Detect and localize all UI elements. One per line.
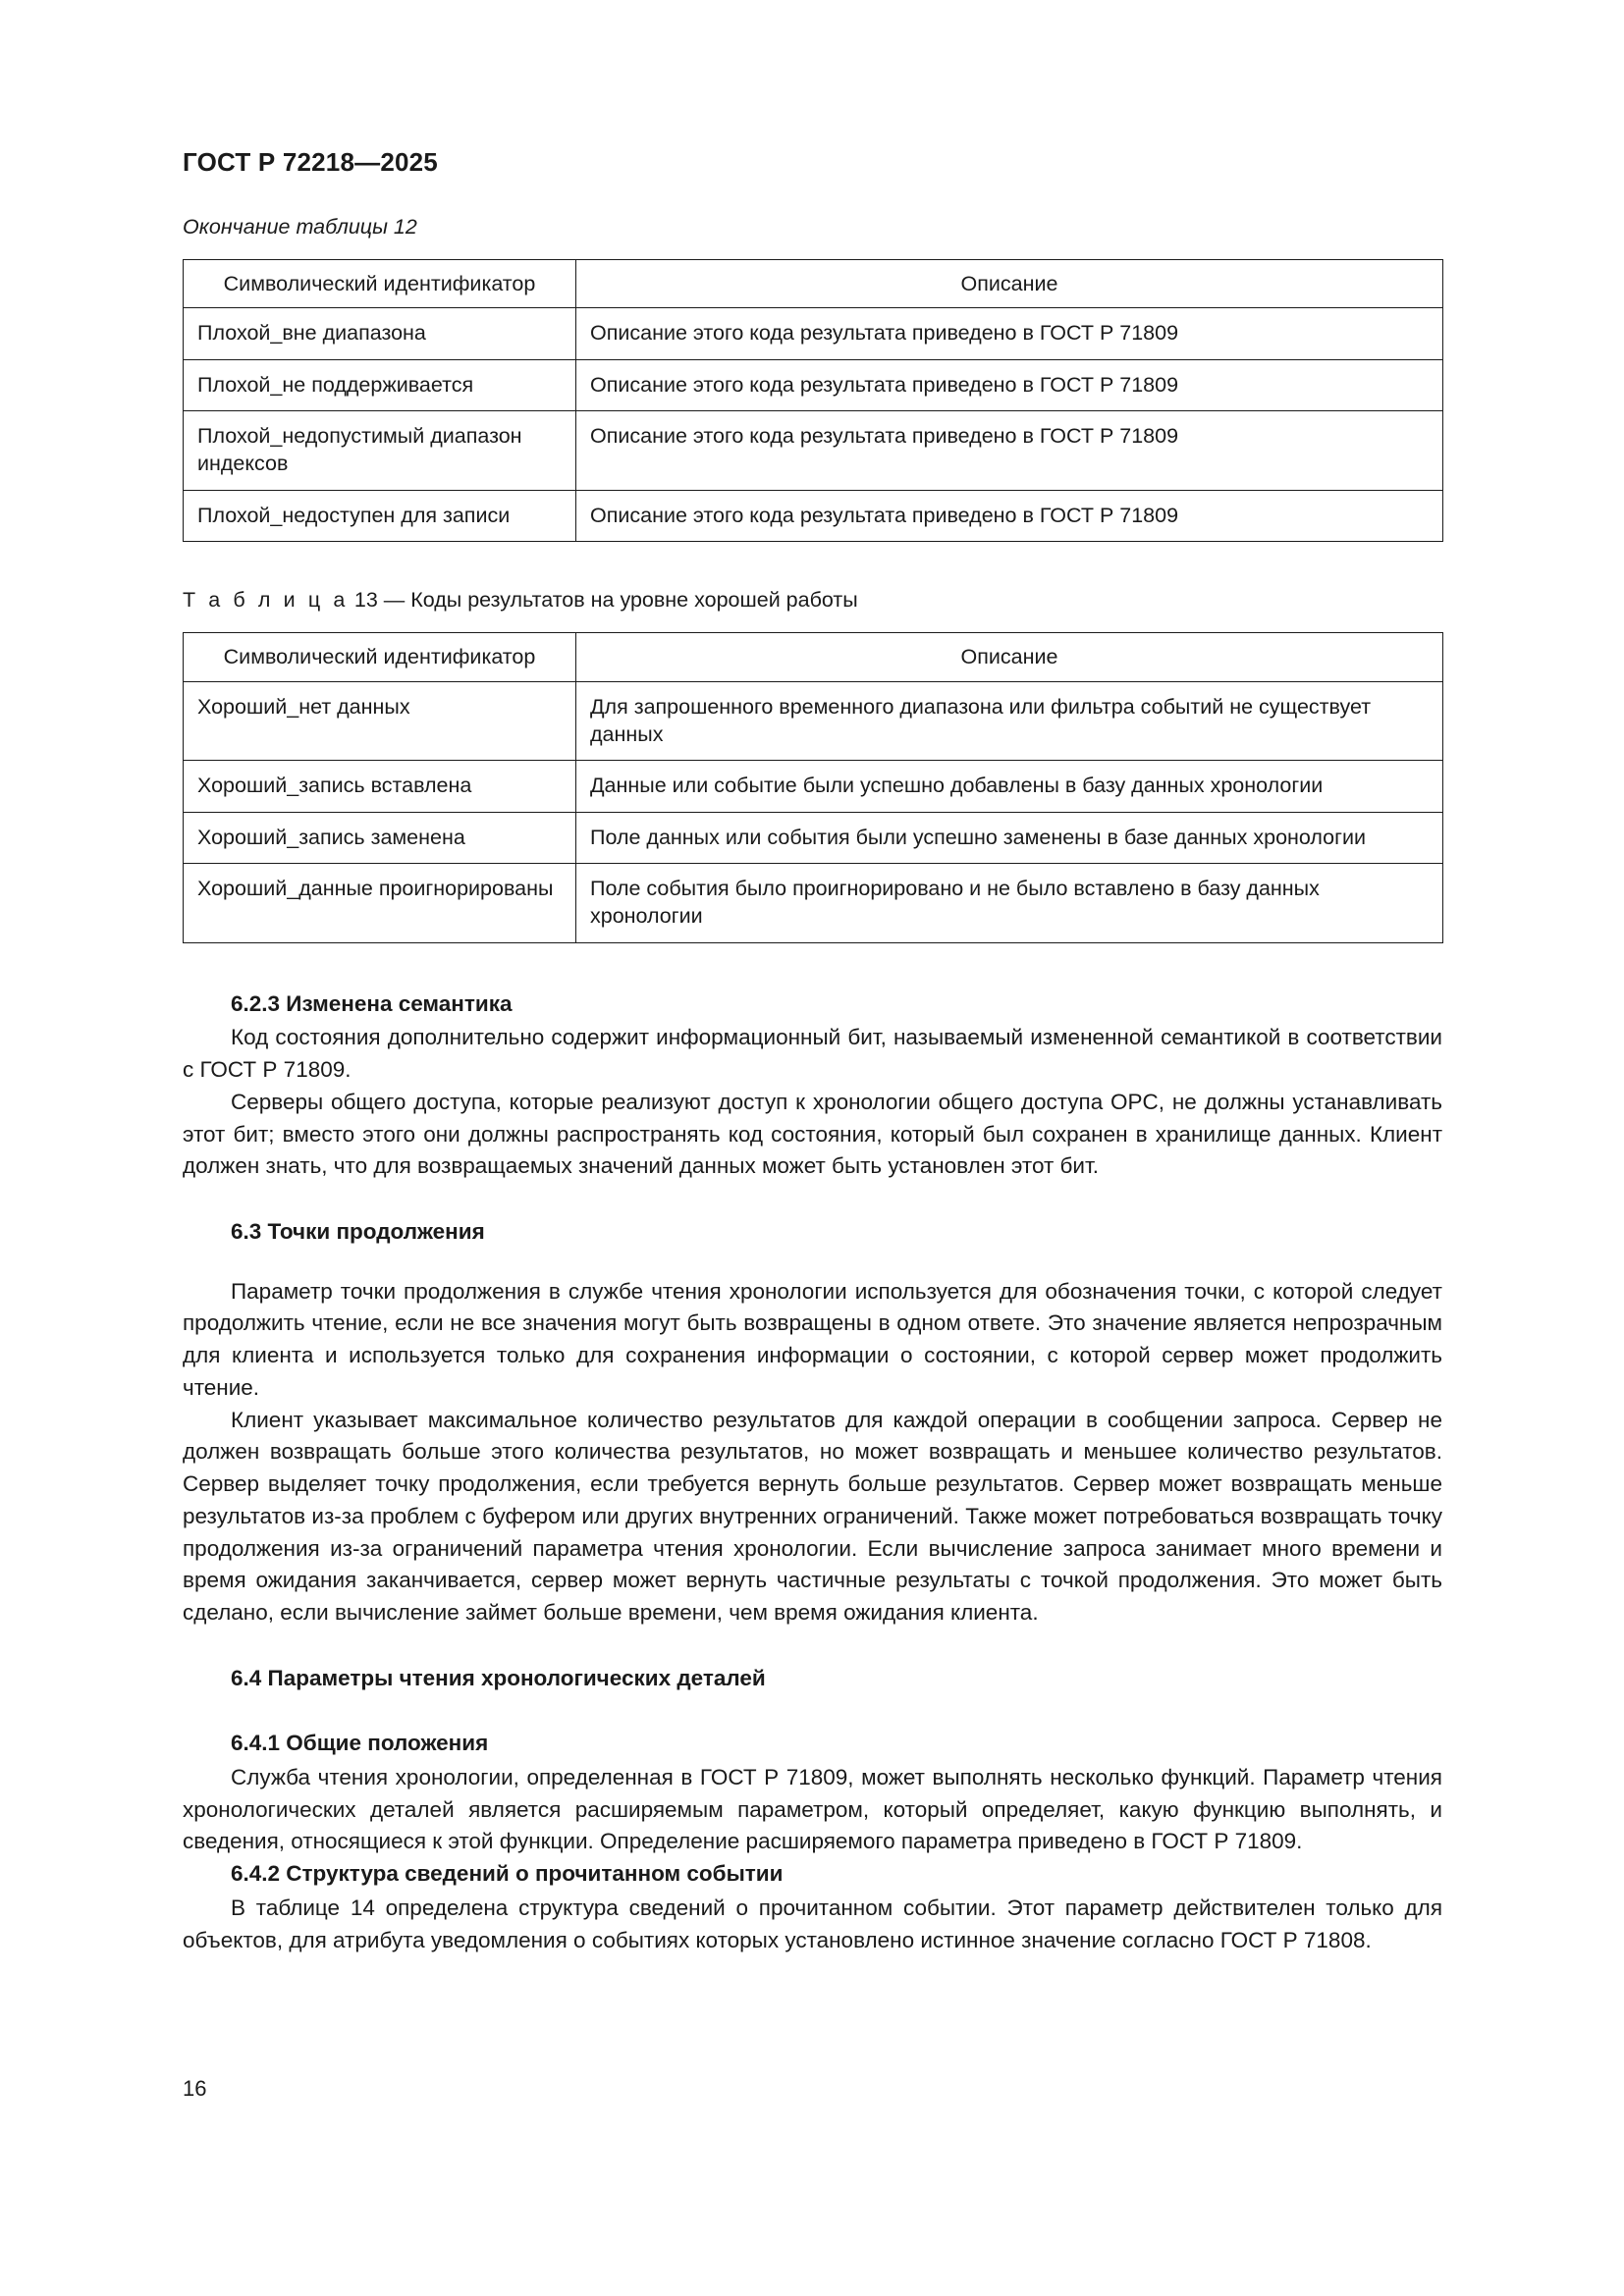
table13-cell-description: Поле события было проигнорировано и не было вставлено в базу данных хронологии	[576, 864, 1443, 943]
table-row	[184, 490, 1443, 541]
table13-cell-identifier: Хороший_запись заменена	[184, 812, 576, 863]
table12-caption: Окончание таблицы 12	[183, 215, 417, 239]
table-row	[184, 812, 1443, 863]
table-row	[184, 308, 1443, 359]
table12-cell-identifier: Плохой_недоступен для записи	[184, 490, 576, 541]
paragraph-6-4-1-1: Служба чтения хронологии, определенная в ГОСТ Р 71809, может выполнять несколько функций. Параметр чтения хронологических деталей является расширяемым параметром, который определяет, какую функцию выполнять, и сведения, относящиеся к этой функции. Определение расширяемого параметра приведено в ГОСТ Р 71809.	[183, 1765, 1442, 1854]
table12-col-header-identifier: Символический идентификатор	[184, 259, 576, 307]
table12-cell-description: Описание этого кода результата приведено в ГОСТ Р 71809	[576, 411, 1443, 491]
table13-header-row	[184, 633, 1443, 681]
table12-cell-identifier: Плохой_не поддерживается	[184, 359, 576, 410]
table13	[183, 632, 1443, 943]
table12	[183, 259, 1443, 542]
page-number: 16	[183, 2076, 207, 2101]
table-row	[184, 411, 1443, 491]
table12-col-header-description: Описание	[576, 259, 1443, 307]
table13-cell-description: Для запрошенного временного диапазона или фильтра событий не существует данных	[576, 681, 1443, 761]
page-content	[183, 214, 1442, 1956]
table12-cell-identifier: Плохой_вне диапазона	[184, 308, 576, 359]
table13-cell-identifier: Хороший_нет данных	[184, 681, 576, 761]
section-heading-6-4-2: 6.4.2 Структура сведений о прочитанном событии	[231, 1861, 784, 1887]
paragraph-6-2-3-1: Код состояния дополнительно содержит информационный бит, называемый измененной семантикой в соответствии с ГОСТ Р 71809.	[183, 1025, 1442, 1083]
table13-caption-text: 13 — Коды результатов на уровне хорошей работы	[353, 588, 858, 613]
paragraph-6-4-2-1: В таблице 14 определена структура сведений о прочитанном событии. Этот параметр действителен только для объектов, для атрибута уведомления о событиях которых установлено истинное значение согласно ГОСТ Р 71808.	[183, 1895, 1442, 1952]
table12-header-row	[184, 259, 1443, 307]
table13-cell-identifier: Хороший_данные проигнорированы	[184, 864, 576, 943]
section-heading-6-4: 6.4 Параметры чтения хронологических деталей	[231, 1665, 766, 1690]
paragraph-6-3-2: Клиент указывает максимальное количество результатов для каждой операции в сообщении запроса. Сервер не должен возвращать больше этого количества результатов, но может возвращать и меньшее количество результатов. Сервер выделяет точку продолжения, если требуется вернуть больше результатов. Сервер может возвращать меньше результатов из-за проблем с буфером или других внутренних ограничений. Также может потребоваться возвращать точку продолжения из-за ограничений параметра чтения хронологии. Если вычисление запроса занимает много времени и время ожидания заканчивается, сервер может вернуть частичные результаты с точкой продолжения. Это может быть сделано, если вычисление займет больше времени, чем время ожидания клиента.	[183, 1407, 1442, 1626]
table13-cell-identifier: Хороший_запись вставлена	[184, 761, 576, 812]
table13-cell-description: Поле данных или события были успешно заменены в базе данных хронологии	[576, 812, 1443, 863]
table-row	[184, 359, 1443, 410]
paragraph-6-3-1: Параметр точки продолжения в службе чтения хронологии используется для обозначения точки, с которой следует продолжить чтение, если не все значения могут быть возвращены в одном ответе. Это значение является непрозрачным для клиента и используется только для сохранения информации о состоянии, с которой сервер может продолжить чтение.	[183, 1278, 1442, 1400]
table-row	[184, 761, 1443, 812]
section-heading-6-3: 6.3 Точки продолжения	[231, 1219, 485, 1245]
table12-cell-description: Описание этого кода результата приведено в ГОСТ Р 71809	[576, 359, 1443, 410]
table12-cell-identifier: Плохой_недопустимый диапазон индексов	[184, 411, 576, 491]
table12-cell-description: Описание этого кода результата приведено в ГОСТ Р 71809	[576, 308, 1443, 359]
table-row	[184, 681, 1443, 761]
table13-caption	[183, 587, 1442, 614]
table13-cell-description: Данные или событие были успешно добавлены в базу данных хронологии	[576, 761, 1443, 812]
section-heading-6-4-1: 6.4.1 Общие положения	[231, 1731, 489, 1756]
paragraph-6-2-3-2: Серверы общего доступа, которые реализуют доступ к хронологии общего доступа OPC, не должны устанавливать этот бит; вместо этого они должны распространять код состояния, который был сохранен в хранилище данных. Клиент должен знать, что для возвращаемых значений данных может быть установлен этот бит.	[183, 1089, 1442, 1179]
table12-cell-description: Описание этого кода результата приведено в ГОСТ Р 71809	[576, 490, 1443, 541]
running-header: ГОСТ Р 72218—2025	[183, 147, 438, 177]
table13-col-header-description: Описание	[576, 633, 1443, 681]
table13-caption-label: Т а б л и ц а	[183, 588, 349, 613]
section-heading-6-2-3: 6.2.3 Изменена семантика	[231, 990, 513, 1016]
table-row	[184, 864, 1443, 943]
table13-col-header-identifier: Символический идентификатор	[184, 633, 576, 681]
